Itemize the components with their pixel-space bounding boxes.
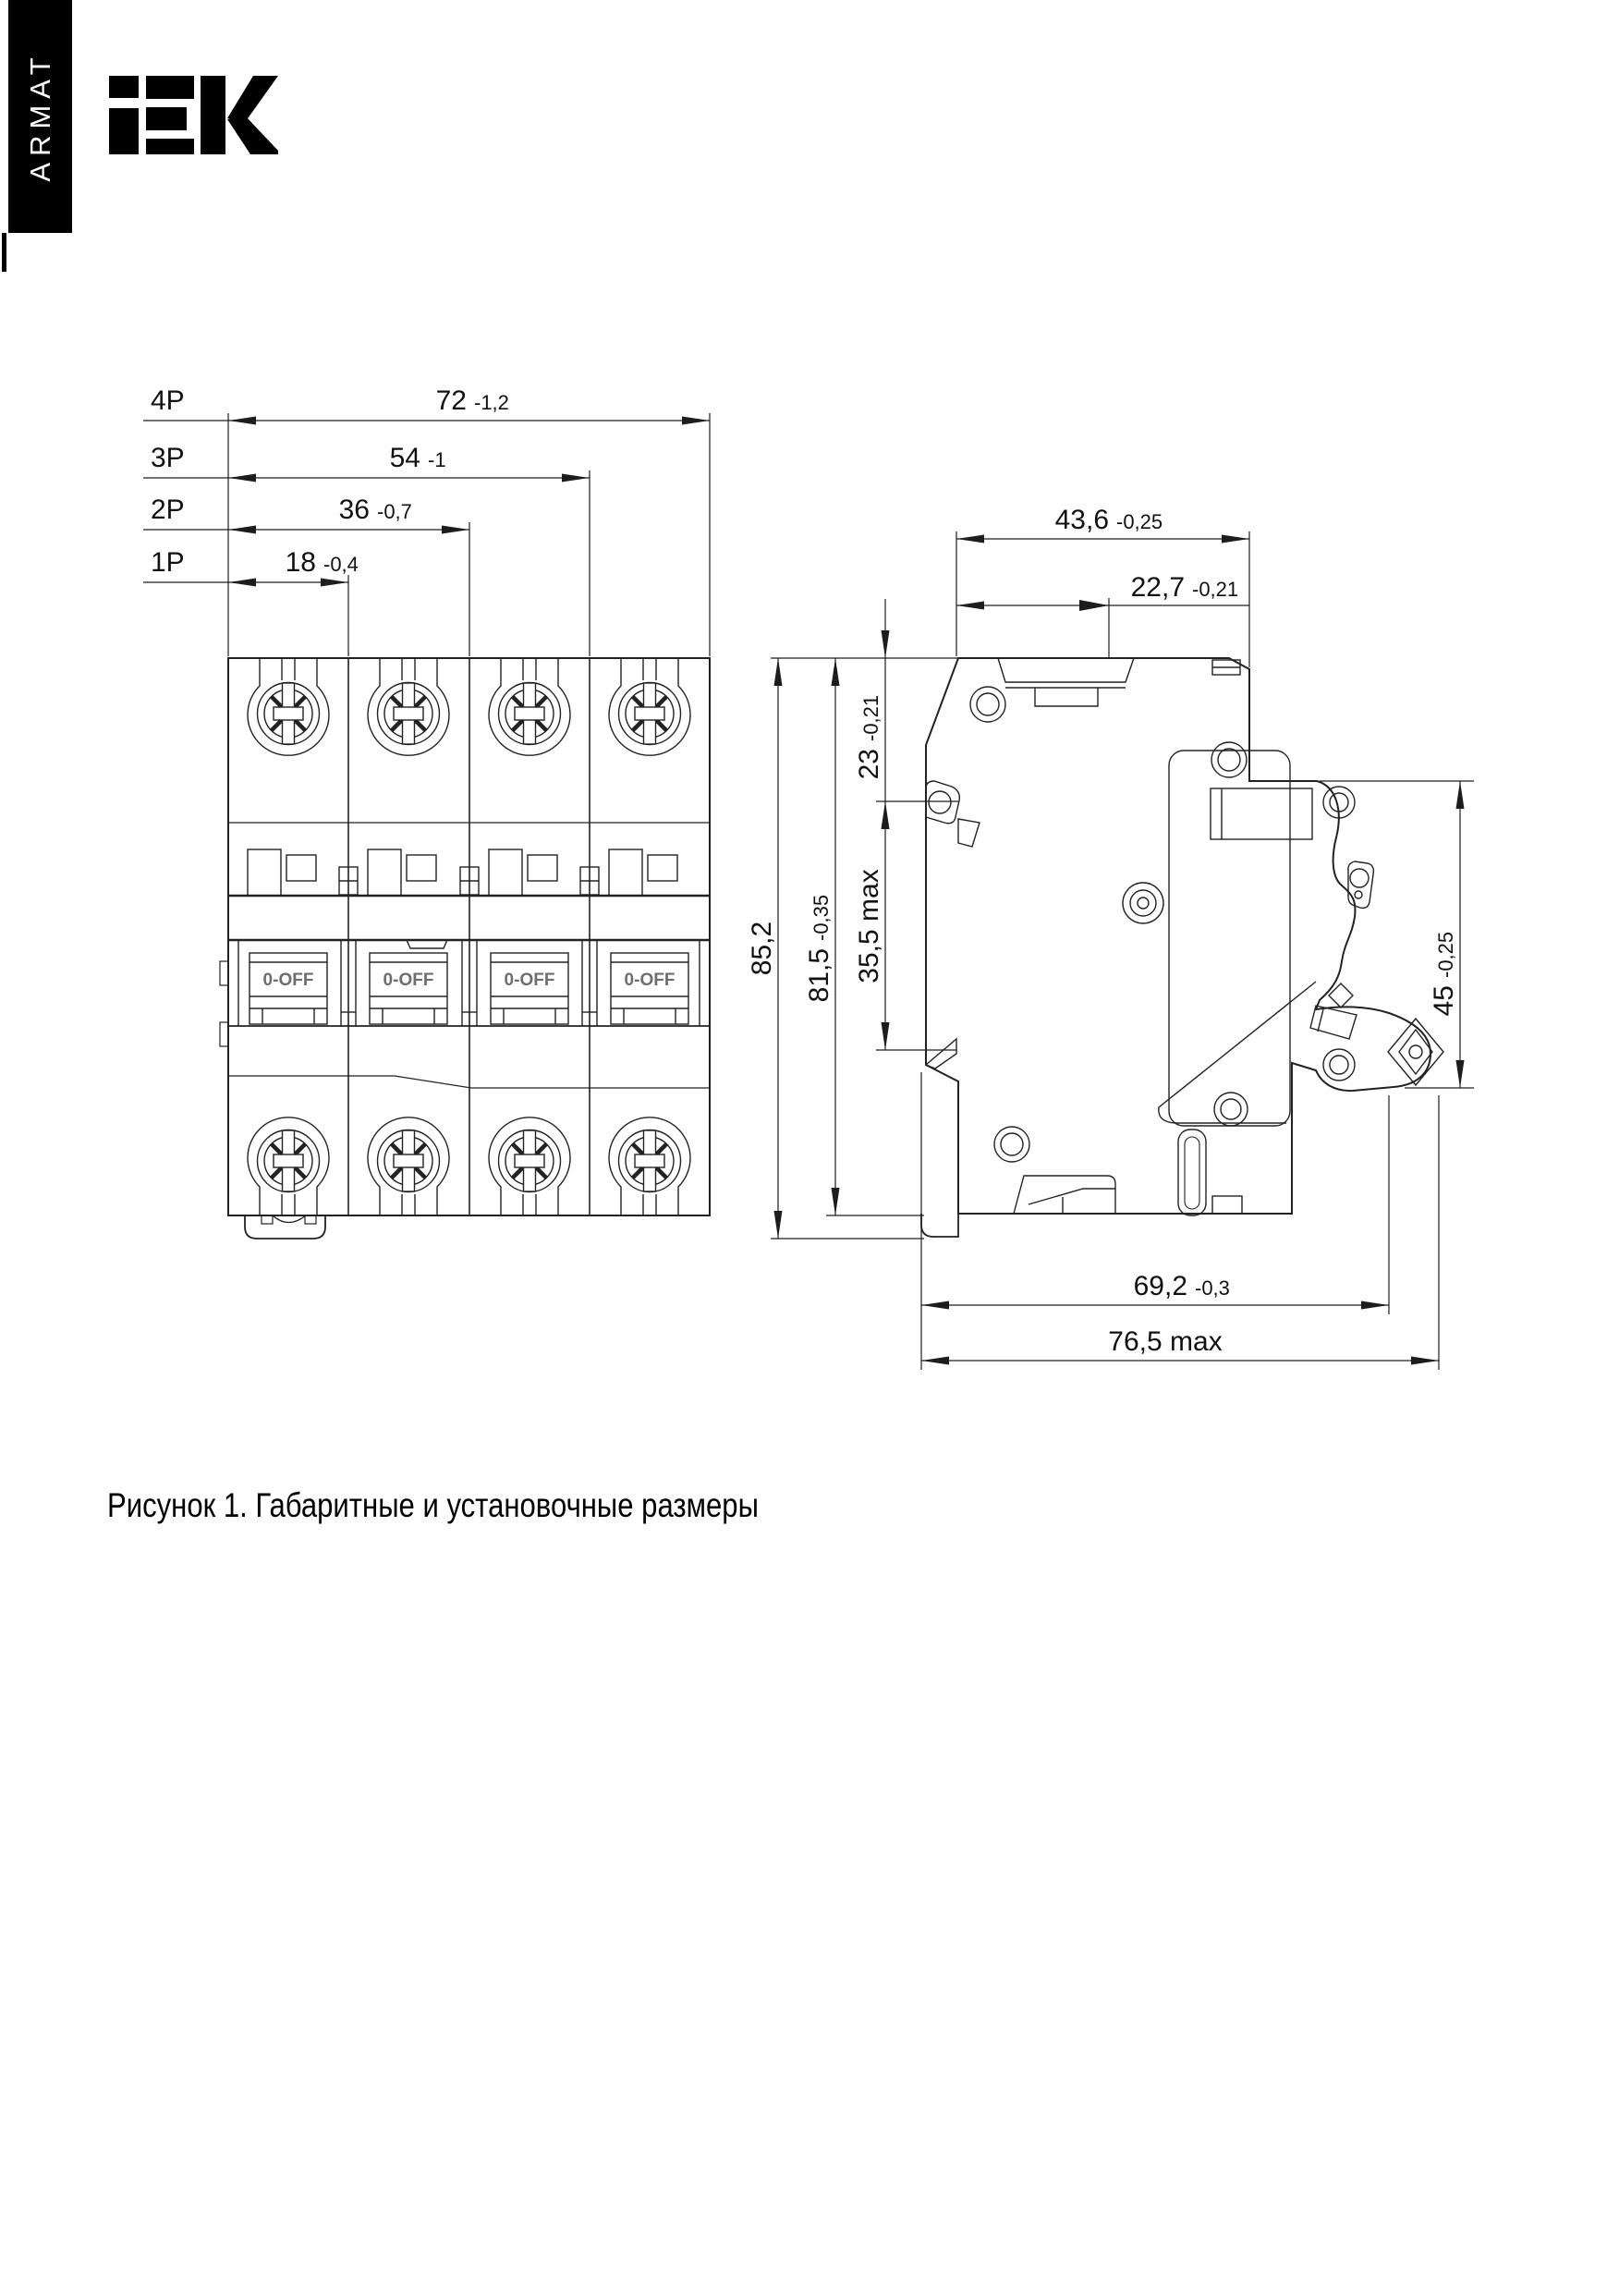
rail-offset-arrow — [1079, 600, 1109, 611]
pole-4 — [609, 658, 690, 1215]
dim-clip-top-value: 23 — [854, 749, 884, 780]
dim-handle-zone: 35,5 max — [854, 869, 884, 983]
dim-height-body-tol: -0,35 — [810, 894, 833, 941]
dim-width-top-value: 43,6 — [1054, 505, 1109, 535]
dim-rail-span-tol: -0,25 — [1434, 931, 1457, 978]
side-view — [747, 505, 1474, 1370]
side-view-body — [921, 658, 1430, 1237]
row-label-2p: 2P — [151, 495, 185, 525]
toggle-label-4: 0-OFF — [624, 971, 676, 990]
figure-caption: Рисунок 1. Габаритные и установочные размеры — [107, 1486, 759, 1524]
dim-depth-tol: -0,3 — [1195, 1276, 1230, 1300]
row-label-1p: 1P — [151, 547, 185, 578]
dim-3p-value: 54 — [389, 443, 420, 473]
row-label-3p: 3P — [151, 443, 185, 473]
dim-2p-tol: -0,7 — [377, 500, 412, 523]
pole-2 — [368, 658, 449, 1215]
dim-height-overall: 85,2 — [747, 921, 777, 976]
row-label-4p: 4P — [151, 385, 185, 416]
front-dimensions — [143, 413, 710, 656]
dim-rail-offset-value: 22,7 — [1130, 572, 1185, 603]
dim-depth-max: 76,5 max — [1108, 1326, 1223, 1357]
dim-rail-offset-tol: -0,21 — [1192, 578, 1239, 601]
toggle-label-1: 0-OFF — [262, 971, 314, 990]
dim-1p-tol: -0,4 — [323, 553, 359, 576]
pole-3 — [489, 658, 570, 1215]
side-view-details — [926, 658, 1443, 1215]
toggle-label-3: 0-OFF — [504, 971, 555, 990]
dim-depth-value: 69,2 — [1133, 1271, 1187, 1301]
iek-logo — [109, 76, 278, 154]
front-dimension-texts — [151, 385, 509, 578]
armat-label: ARMAT — [23, 51, 56, 182]
dim-width-top-tol: -0,25 — [1116, 510, 1163, 533]
dim-height-body-value: 81,5 — [804, 948, 834, 1003]
dim-1p-value: 18 — [285, 547, 316, 578]
toggle-label-2: 0-OFF — [383, 971, 434, 990]
dim-rail-span-value: 45 — [1429, 985, 1459, 1017]
pole-1 — [248, 658, 329, 1215]
dim-clip-top-tol: -0,21 — [859, 694, 883, 741]
dim-4p-tol: -1,2 — [474, 391, 509, 414]
front-view — [143, 385, 710, 1239]
dim-4p-value: 72 — [435, 385, 467, 416]
side-dimension-texts — [747, 505, 1459, 1357]
dim-2p-value: 36 — [338, 495, 370, 525]
dim-3p-tol: -1 — [428, 448, 446, 471]
